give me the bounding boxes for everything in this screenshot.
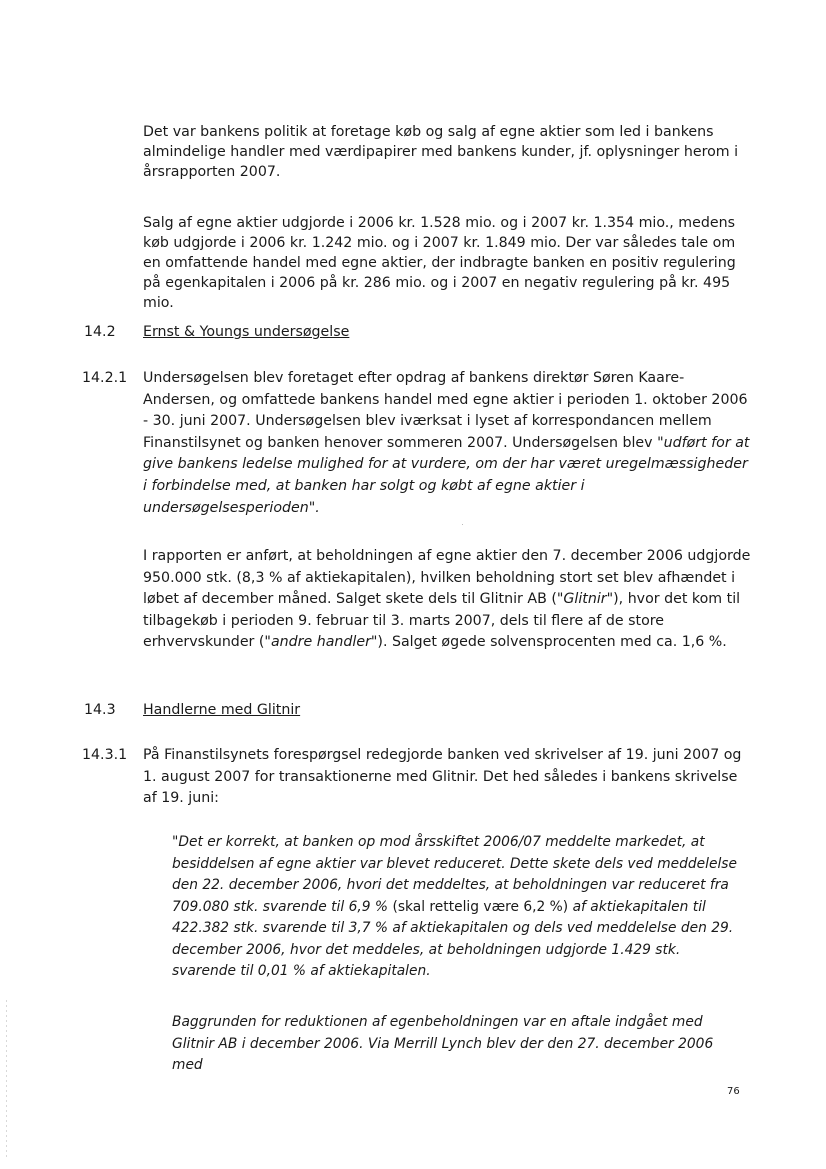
section-title-ernst-young: Ernst & Youngs undersøgelse	[143, 324, 350, 340]
section-number-14-3-1: 14.3.1	[82, 747, 128, 763]
page-number: 76	[727, 1086, 740, 1097]
quote1-part-a: "Det er korrekt, at banken op mod årsskiftet 2006/07 meddelte markedet, at besiddelsen af egne aktier var blevet reduceret. Dette skete dels ved meddelelse den 22. december 2006, hvori det meddeltes, at beholdningen var reduceret fra 709.080 stk. svarende til 6,9 %	[172, 834, 737, 915]
paragraph-rapporten	[143, 546, 755, 654]
section-number-14-2-1: 14.2.1	[82, 370, 128, 386]
quote-paragraph-2: Baggrunden for reduktionen af egenbeholdningen var en aftale indgået med Glitnir AB i december 2006. Via Merrill Lynch blev der den 27. december 2006 med	[172, 1014, 714, 1073]
rapporten-text-3: "). Salget øgede solvensprocenten med ca. 1,6 %.	[370, 634, 727, 651]
section-title-glitnir: Handlerne med Glitnir	[143, 702, 301, 718]
paragraph-salg: Salg af egne aktier udgjorde i 2006 kr. 1.528 mio. og i 2007 kr. 1.354 mio., medens køb udgjorde i 2006 kr. 1.242 mio. og i 2007 kr. 1.849 mio. Der var således tale om en omfattende handel med egne aktier, der indbragte banken en positiv regulering på egenkapitalen i 2006 på kr. 286 mio. og i 2007 en negativ regulering på kr. 495 mio.	[143, 215, 736, 311]
section-number-14-3: 14.3	[84, 702, 116, 718]
paragraph-finanstilsynet: På Finanstilsynets forespørgsel redegjorde banken ved skrivelser af 19. juni 2007 og 1. august 2007 for transaktionerne med Glitnir. Det hed således i bankens skrivelse af 19. juni:	[143, 747, 742, 807]
quote1-part-b: af aktiekapitalen til 422.382 stk. svarende til 3,7 % af aktiekapitalen og dels ved meddelelse den 29. december 2006, hvor det meddeles, at beholdningen udgjorde 1.429 stk. svarende til 0,01 % af aktiekapitalen.	[172, 898, 734, 979]
scan-speck	[462, 524, 463, 525]
rapporten-text-2: "), hvor det kom til tilbagekøb i perioden 9. februar til 3. marts 2007, dels til flere af de store erhvervskunder ("	[143, 591, 741, 651]
scan-edge-mark	[6, 1000, 7, 1160]
undersoegelsen-quote: "udført for at give bankens ledelse mulighed for at vurdere, om der har været uregelmæssigheder i forbindelse med, at banken har solgt og købt af egne aktier i undersøgelsesperioden".	[143, 434, 750, 516]
paragraph-politik: Det var bankens politik at foretage køb og salg af egne aktier som led i bankens almindelige handler med værdipapirer med bankens kunder, jf. oplysninger herom i årsrapporten 2007.	[143, 124, 739, 180]
section-number-14-2: 14.2	[84, 324, 116, 340]
rapporten-text-1: I rapporten er anført, at beholdningen af egne aktier den 7. december 2006 udgjorde 950.000 stk. (8,3 % af aktiekapitalen), hvilken beholdning stort set blev afhændet i løbet af december måned. Salget skete dels til Glitnir AB ("	[143, 548, 751, 608]
rapporten-glitnir: Glitnir	[563, 591, 607, 608]
quote1-correction: (skal rettelig være 6,2 %)	[392, 898, 569, 915]
rapporten-andre-handler: andre handler	[270, 634, 371, 651]
undersoegelsen-text: Undersøgelsen blev foretaget efter opdrag af bankens direktør Søren Kaare-Andersen, og omfattede bankens handel med egne aktier i perioden 1. oktober 2006 - 30. juni 2007. Undersøgelsen blev iværksat i lyset af korrespondancen mellem Finanstilsynet og banken henover sommeren 2007. Undersøgelsen blev	[143, 370, 748, 451]
paragraph-undersoegelsen	[143, 368, 755, 519]
quote-paragraph-1	[172, 832, 742, 983]
